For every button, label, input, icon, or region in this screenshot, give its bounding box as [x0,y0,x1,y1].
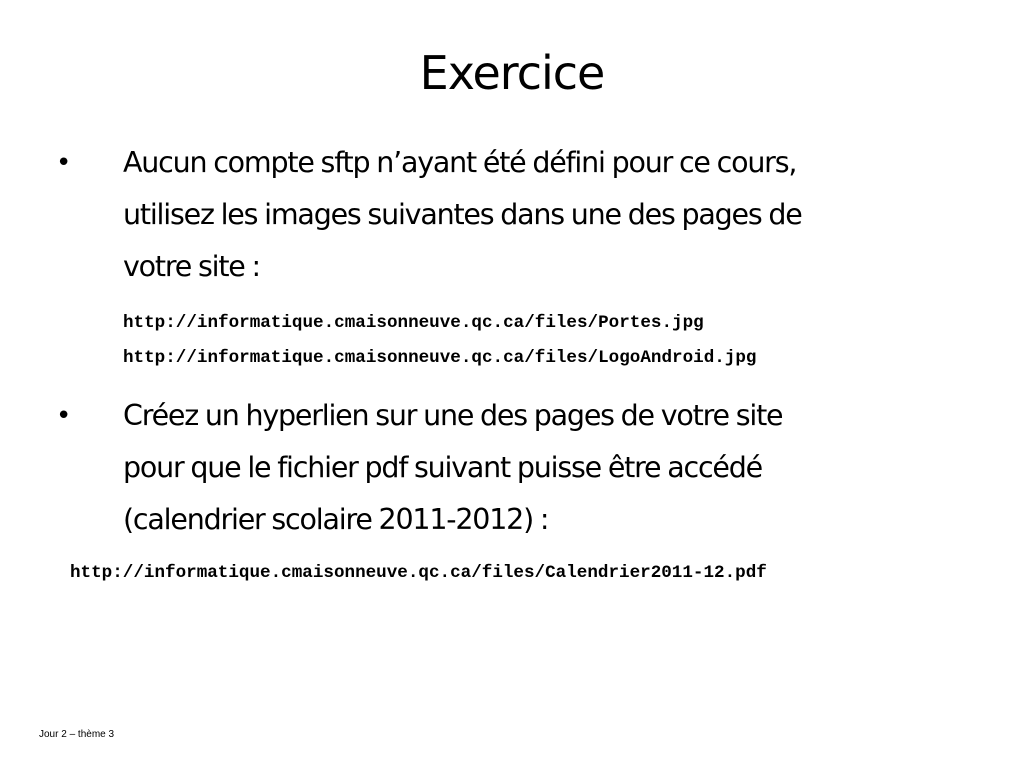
bullet-line: pour que le fichier pdf suivant puisse être accédé [123,451,762,484]
bullet-line: Aucun compte sftp n’ayant été défini pour ce cours, [123,146,797,179]
bullet-line: utilisez les images suivantes dans une des pages de [123,198,802,231]
bullet-line: Créez un hyperlien sur une des pages de votre site [123,399,783,432]
url-link[interactable]: http://informatique.cmaisonneuve.qc.ca/files/LogoAndroid.jpg [123,348,757,368]
bullet-text [123,137,973,293]
bullet-marker: • [56,401,72,431]
bullet-marker: • [56,148,72,178]
slide-footer: Jour 2 – thème 3 [39,729,115,740]
bullet-line: (calendrier scolaire 2011-2012) : [123,503,549,536]
url-link[interactable]: http://informatique.cmaisonneuve.qc.ca/files/Portes.jpg [123,313,704,333]
slide-title: Exercice [419,46,605,100]
bullet-text [123,390,973,546]
bullet-line: votre site : [123,250,260,283]
url-link[interactable]: http://informatique.cmaisonneuve.qc.ca/files/Calendrier2011-12.pdf [70,563,767,583]
